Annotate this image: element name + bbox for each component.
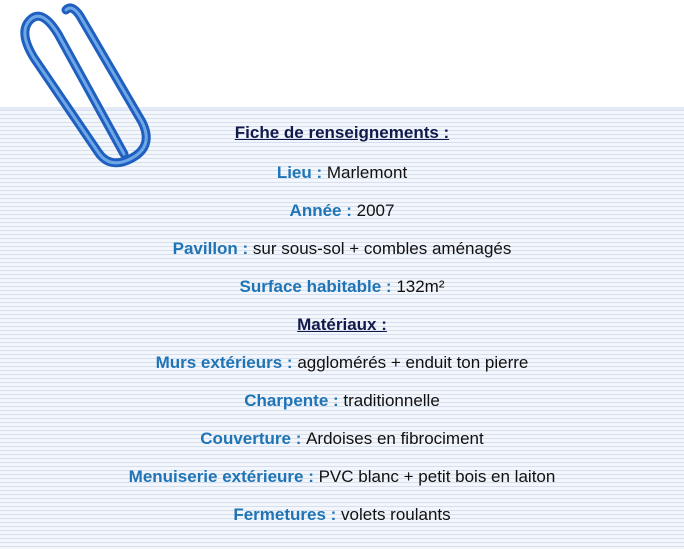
row-surface xyxy=(0,276,684,298)
row-menuiserie xyxy=(0,466,684,488)
row-label: Année : xyxy=(289,201,357,220)
sheet-title xyxy=(0,122,684,144)
row-charpente xyxy=(0,390,684,412)
row-label: Couverture : xyxy=(200,429,307,448)
row-label: Menuiserie extérieure : xyxy=(128,467,319,486)
row-value: Marlemont xyxy=(326,163,408,182)
row-annee xyxy=(0,200,684,222)
row-value: Ardoises en fibrociment xyxy=(306,429,484,448)
row-value: 2007 xyxy=(356,201,395,220)
row-label: Charpente : xyxy=(244,391,344,410)
row-value: volets roulants xyxy=(341,505,451,524)
row-value: 132m² xyxy=(396,277,445,296)
row-pavillon xyxy=(0,238,684,260)
paperclip-icon xyxy=(14,2,164,172)
row-value: traditionnelle xyxy=(343,391,440,410)
row-label: Pavillon : xyxy=(172,239,253,258)
sheet-title-text: Fiche de renseignements : xyxy=(234,123,450,142)
row-lieu xyxy=(0,162,684,184)
row-fermetures xyxy=(0,504,684,526)
row-couverture xyxy=(0,428,684,450)
row-murs xyxy=(0,352,684,374)
materials-heading-text: Matériaux : xyxy=(297,315,387,334)
row-label: Surface habitable : xyxy=(239,277,397,296)
materials-heading xyxy=(0,314,684,336)
row-value: PVC blanc + petit bois en laiton xyxy=(318,467,556,486)
row-value: sur sous-sol + combles aménagés xyxy=(252,239,512,258)
row-value: agglomérés + enduit ton pierre xyxy=(297,353,529,372)
row-label: Murs extérieurs : xyxy=(155,353,298,372)
row-label: Fermetures : xyxy=(233,505,342,524)
row-label: Lieu : xyxy=(276,163,327,182)
